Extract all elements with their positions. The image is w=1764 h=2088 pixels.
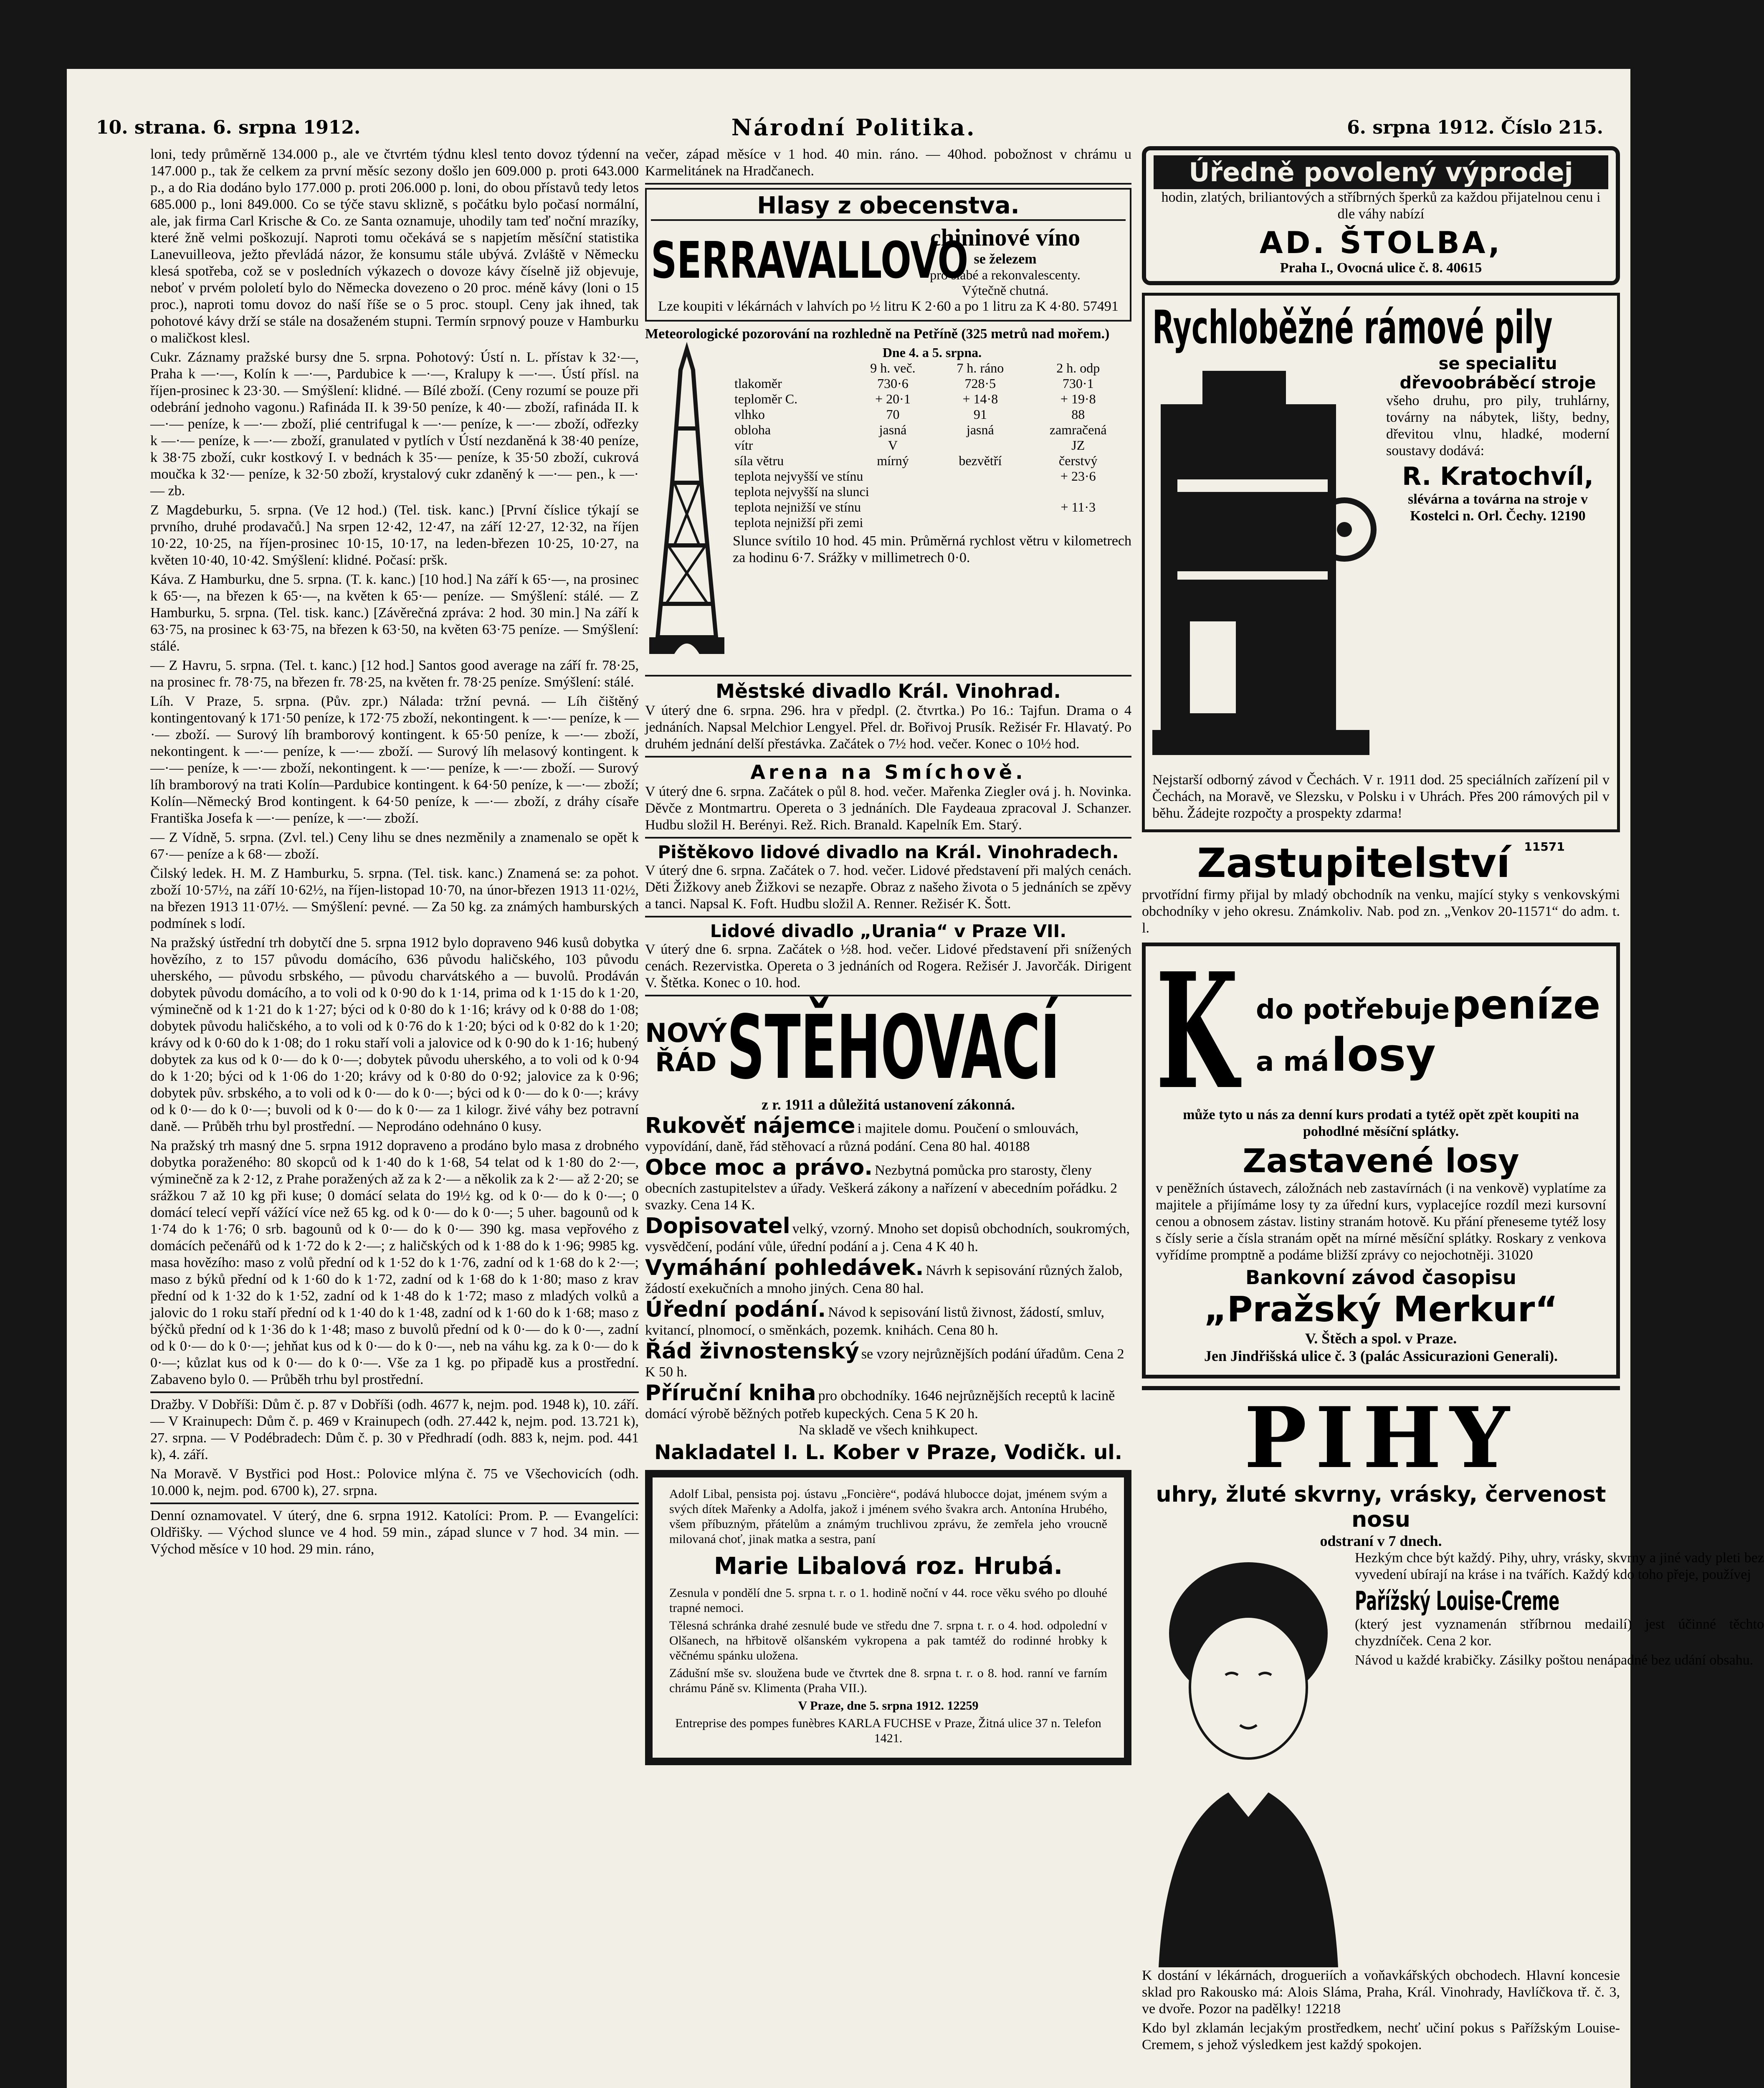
serravallo-tag2: se železem [974, 251, 1037, 267]
meteo-cell: + 19·8 [1060, 391, 1096, 406]
meteo-title: Meteorologické pozorování na rozhledně na Petříně (325 metrů nad mořem.) [645, 326, 1110, 342]
kober-item-text: Nezbytná pomůcka pro starosty, členy obecních zastupitelstev a úřady. Veškerá zákony a nařízení v abecedním pořádku. 2 svazky. Cena 14 K. [645, 1163, 1117, 1213]
kober-item [645, 1113, 1131, 1155]
divider [645, 916, 1131, 917]
urania-theatre-text: V úterý dne 6. srpna. Začátek o ½8. hod. večer. Lidové představení při snížených cenách. Rezervistka. Opereta o 3 jednáních od Rogera. Režisér J. Javorčák. Dirigent V. Štětka. Konec o 10. hod. [645, 942, 1131, 991]
serravallo-buy: Lze koupiti v lékárnách v lahvích po ½ litru K 2·60 a po 1 litru za K 4·80. 57491 [658, 299, 1119, 314]
meteo-row [733, 407, 1131, 422]
pihy-subtitle2: odstraní v 7 dnech. [1320, 1533, 1442, 1549]
kober-item [645, 1214, 1131, 1255]
obituary-place: V Praze, dne 5. srpna 1912. 12259 [798, 1699, 979, 1713]
obituary-funeral-service: Entreprise des pompes funèbres KARLA FUCHSE v Praze, Žitná ulice 37 n. Telefon 1421. [675, 1716, 1101, 1745]
meteo-temp-row [733, 484, 1131, 499]
stolba-jewelry-ad [1142, 146, 1620, 285]
sawmill-machine-illustration [1152, 354, 1386, 772]
obituary-text3: Zádušní mše sv. sloužena bude ve čtvrtek dne 8. srpna t. r. o 8. hod. ranní ve farním chrámu Páně sv. Klimenta (Praha VII.). [669, 1666, 1107, 1695]
masthead-title: Národní Politika. [731, 114, 976, 141]
kratochvil-products: všeho druhu, pro pily, truhlárny, továrny na nábytek, lišty, bedny, dřevitou vlnu, hladké, moderní soustavy dodává: [1386, 393, 1610, 459]
cattle-market-report: Na pražský ústřední trh dobytčí dne 5. srpna 1912 bylo dopraveno 946 kusů dobytka hovězího, z to 157 původu domácího, 636 původu haličského, 103 původu uherského, — původu srbského, — původu charvátského a — buvolů. Prodáván dobytek původu domácího, a to voli od k 0·90 do k 1·14, prima od k 1·15 do k 1·20, výminečně od k 1·21 do k 1·27; býci od k 0·80 do k 1·16; krávy od k 0·88 do 1·08; dobytek původu haličského, a to voli od k 0·76 do k 1·20; býci od k 0·82 do k 1·20; krávy od k 0·60 do k 1·08; do 1 roku staří voli a jalovice od k 0·90 do k 1·16; hubený dobytek za kus od k 0·— do k 0·—; dobytek původu uherského, a to voli od k 0·94 do k 1·20; býci od k 1·06 do 1·20; krávy od k 0·80 do 0·92; jalovice za k 0·96; dobytek pův. srbského, a to voli od k 0·— do k 0·—; býci od k 0·— do k 0·—; krávy od k 0·— do k 0·—; buvoli od k 0·— do k 0·— za 1 kilogr. živé váhy bez potravní daně. — Průběh trhu byl prostřední. — Neprodáno odehnáno 0 kusy. [150, 935, 639, 1134]
meteo-cell: 88 [1071, 407, 1085, 422]
stolba-name: AD. ŠTOLBA, [1259, 225, 1503, 260]
meteo-cell: jasná [879, 422, 907, 437]
meteo-temp-value: + 11·3 [1060, 499, 1096, 514]
meteo-row [733, 391, 1131, 407]
merkur-text2: v peněžních ústavech, záložnách neb zastavírnách (i na venkově) vyplatíme za majitele a přijímáme losy ty za úřední kurs, vyplacejíce rozdíl mezi kursovní cenou a obnosem zástav. listiny stranám hotově. Ku přání přeneseme tytéž losy s čísly serie a čísla stranám opět na mírné měsíční splátky. Roskary z venkova vyřídíme promptně a podáme bližší zprávy co nejochotněji. 31020 [1156, 1181, 1606, 1263]
divider [150, 1503, 639, 1504]
meteo-table [733, 360, 1131, 530]
kober-big-title: STĚHOVACÍ [726, 996, 1060, 1099]
kober-item [645, 1155, 1131, 1214]
kratochvil-details: Nejstarší odborný závod v Čechách. V r. 1911 dod. 25 speciálních zařízení pil v Čechách, na Moravě, ve Slezsku, v Polsku i v Uhrách. Přes 200 rámových pil v běhu. Žádejte rozpočty a prospekty zdarma! [1152, 772, 1610, 821]
kober-left-title: NOVÝ ŘÁD [645, 1018, 727, 1077]
kober-item [645, 1255, 1131, 1297]
merkur-text1: může tyto u nás za denní kurs prodati a tytéž opět zpět koupiti na pohodlné měsíční splátky. [1183, 1107, 1579, 1139]
serravallo-name: SERRAVALLOVO [651, 232, 969, 290]
stolba-title: Úředně povolený výprodej [1154, 155, 1608, 189]
header-left: 10. strana. 6. srpna 1912. [96, 117, 361, 138]
merkur-pawned-title: Zastavené losy [1243, 1143, 1519, 1180]
kober-item-text: Návrh k sepisování různých žalob, žádostí exekučních a mnoho jiných. Cena 80 hal. [645, 1263, 1123, 1296]
coffee-report: loni, tedy průměrně 134.000 p., ale ve čtvrtém týdnu klesl tento dovoz týdenní na 147.000 p., tak že celkem za první měsíc sezony došlo jen 609.000 p. proti 643.000 p., a do Ria dodáno bylo 177.000 p. proti 206.000 p. loni, do obou přístavů tedy letos 685.000 p., loni 849.000. Co se týče stavu sklizně, s počátku bylo počasí normální, ale, jak firma Carl Krische & Co. ze Santa oznamuje, uhodily tam teď noční mrazíky, které žně velmi poškozují. Naproti tomu očekává se s napjetím měsíční statistika Lanevuilleova, ježto převládá názor, že konsumu stále ubývá. Zvláště v Německu klesá spotřeba, což se v posledních výkazech o dovoze kávy číselně již objevuje, neboť v prvém pololetí bylo do Německa dovezeno o 20 proc. méně kávy (loni o 15 proc.), naproti tomu dovoz do naší říše se o 5 proc. stoupl. Ceny jak ihned, tak pohotové kávy drží se stále na dosaženém stupni. Termín srpnový pouze v Hamburku o maličkost klesl. [150, 147, 639, 346]
pihy-text1: Hezkým chce být každý. Pihy, uhry, vrásky, skvrny a jiné vady pleti bez vyvedení ubírají na kráse i na tvářích. Každý kdo toho přeje, používej [1355, 1550, 1764, 1582]
vienna-spirit-report: — Z Vídně, 5. srpna. (Zvl. tel.) Ceny lihu se dnes nezměnily a znamenalo se opět k 67·— peníze a k 68·— zboží. [150, 830, 639, 862]
column-advertisements [1142, 146, 1764, 2056]
meteo-col: 9 h. več. [870, 360, 916, 375]
pihy-text3: Návod u každé krabičky. Zásilky poštou nenápadné bez udání obsahu. [1355, 1652, 1754, 1668]
pihy-text4: K dostání v lékárnách, drogueriích a voňavkářských obchodech. Hlavní koncesie sklad pro Rakousko má: Alois Sláma, Praha, Král. Vinohrady, Havlíčkova tř. č. 3, ve dvoře. Pozor na padělky! 12218 [1142, 1968, 1620, 2017]
daily-notices: Denní oznamovatel. V úterý, dne 6. srpna 1912. Katolíci: Prom. P. — Evangelíci: Oldřišky. — Východ slunce ve 4 hod. 59 min., západ slunce v 7 hod. 34 min. — Východ měsíce v 10 hod. 29 min. ráno, [150, 1508, 639, 1557]
pihy-text5: Kdo byl zklamán lecjakým prostředkem, nechť učiní pokus s Pařížským Louise-Cremem, s jehož výsledkem jest každý spokojen. [1142, 2020, 1620, 2053]
meteo-cell: 728·5 [964, 376, 996, 391]
merkur-line2: a má [1256, 1047, 1329, 1077]
merkur-address: Jen Jindřišská ulice č. 3 (palác Assicurazioni Generali). [1204, 1348, 1558, 1364]
woman-portrait-illustration [1142, 1550, 1355, 1967]
kober-item-title: Rukověť nájemce [645, 1113, 855, 1138]
obituary-notice [645, 1470, 1131, 1765]
representation-number: 11571 [1524, 840, 1565, 854]
kober-item-title: Příruční kniha [645, 1381, 816, 1406]
meteo-temp-label: teplota nejvyšší na slunci [734, 484, 869, 499]
pistek-theatre-title: Pištěkovo lidové divadlo na Král. Vinohradech. [658, 842, 1119, 862]
representation-title: Zastupitelství [1197, 840, 1510, 887]
meteo-temp-value [1025, 515, 1131, 530]
daily-notices-cont: večer, západ měsíce v 1 hod. 40 min. ráno. — 40hod. pobožnost v chrámu u Karmelitánek na Hradčanech. [645, 147, 1131, 179]
meteo-col: 7 h. ráno [957, 360, 1004, 375]
spirit-report: Líh. V Praze, 5. srpna. (Pův. zpr.) Nálada: tržní pevná. — Líh čištěný kontingentovaný k 171·50 peníze, k 172·75 zboží, nekontingent. k —·— peníze, k —·— zboží. — Surový líh bramborový kontingent. k 65·50 peníze, k —·— zboží, nekontingent. k —·— peníze, k —·— zboží. — Surový líh melasový kontingent. k —·— peníze, k —·— zboží, nekontingent. k —·— peníze, k —·— zboží. — Surový líh bramborový na trati Kolín—Pardubice kontingent. k 64·50 peníze, k —·— zboží; Kolín—Německý Brod kontingent. k 64·50 peníze, k —·— zboží, z dráhy císaře Františka Josefa k —·— peníze, k —·— zboží. [150, 694, 639, 826]
havre-report: — Z Havru, 5. srpna. (Tel. t. kanc.) [12 hod.] Santos good average na září fr. 78·25, na prosinec fr. 78·75, na březen fr. 78·25, na květen fr. 78·25 peníze. Smýšlení: stálé. [150, 658, 639, 690]
divider [645, 837, 1131, 839]
pihy-subtitle1: uhry, žluté skvrny, vrásky, červenost nosu [1156, 1482, 1606, 1532]
kober-item-title: Obce moc a právo. [645, 1155, 873, 1180]
saltpeter-report: Čilský ledek. H. M. Z Hamburku, 5. srpna. (Tel. tisk. kanc.) Znamená se: za pohot. zboží 10·57½, na září 10·62½, na říjen-listopad 10·70, na únor-březen 1913 11·02½, na březen 1913 11·07½. — Smýšlení: pevné. — Za 50 kg. za známých hamburských podmínek s lodí. [150, 866, 639, 931]
kratochvil-saws-ad [1142, 293, 1620, 832]
meteo-row [733, 422, 1131, 438]
divider [645, 675, 1131, 677]
stolba-subtitle: hodin, zlatých, briliantových a stříbrných šperků za každou přijatelnou cenu i dle váhy nabízí [1161, 190, 1601, 222]
magdeburg-report: Z Magdeburku, 5. srpna. (Ve 12 hod.) (Tel. tisk. kanc.) [První číslice týkají se prvního, druhé prodavačů.] Na srpen 12·42, 12·47, na září 12·27, 12·32, na říjen 10·22, 10·25, na říjen-prosinec 10·15, 10·17, na leden-březen 10·25, 10·27, na květen 10·40, 10·42. Smýšlení: klidné. Počasí: pršk. [150, 502, 639, 568]
kober-item-title: Dopisovatel [645, 1214, 790, 1239]
meteo-cell: zamračená [1049, 422, 1107, 437]
serravallo-tag4: Výtečně chutná. [962, 283, 1049, 298]
hlasy-title: Hlasy z obecenstva. [651, 192, 1126, 221]
meteo-temp-row [733, 469, 1131, 484]
merkur-bank: Bankovní závod časopisu [1245, 1266, 1516, 1289]
theatre-vinohrady-text: V úterý dne 6. srpna. 296. hra v předpl. (2. čtvrtka.) Po 16.: Tajfun. Drama o 4 jednáních. Napsal Melchior Lengyel. Přel. dr. Bořivoj Prusík. Režisér Fr. Hlavatý. Po druhém jednání delší přestávka. Začátek o 7½ hod. večer. Konec o 10½ hod. [645, 703, 1131, 752]
kober-subtitle: z r. 1911 a důležitá ustanovení zákonná. [762, 1096, 1015, 1113]
meteo-dates: Dne 4. a 5. srpna. [882, 345, 982, 360]
meteo-col: 2 h. odp [1056, 360, 1100, 375]
divider [150, 1391, 639, 1393]
urania-theatre-title: Lidové divadlo „Urania“ v Praze VII. [710, 921, 1067, 941]
meteo-temp-row [733, 515, 1131, 530]
meteo-row [733, 376, 1131, 391]
merkur-penize: peníze [1452, 981, 1601, 1028]
meteo-section [645, 326, 1131, 671]
meteo-cell: mírný [877, 453, 909, 468]
meteo-cell: JZ [1071, 438, 1085, 453]
meteo-cell: 70 [886, 407, 900, 422]
representation-text: prvotřídní firmy přijal by mladý obchodník na venku, mající styky s venkovskými obchodníky v jeho okresu. Známkoliv. Nab. pod zn. „Venkov 20-11571“ do adm. t. l. [1142, 887, 1620, 936]
auctions: Dražby. V Dobříši: Dům č. p. 87 v Dobříši (odh. 4677 k, nejm. pod. 1948 k), 10. září. — V Krainupech: Dům č. p. 469 v Krainupech (odh. 27.442 k, nejm. pod. 13.721 k), 27. srpna. — V Podébradech: Dům č. p. 30 v Předhradí (odh. 883 k, nejm. pod. 441 k), 4. září. [150, 1397, 639, 1462]
meteo-label: teploměr C. [734, 391, 798, 406]
meteo-footer: Slunce svítilo 10 hod. 45 min. Průměrná rychlost větru v kilometrech za hodinu 6·7. Srážky v millimetrech 0·0. [733, 533, 1131, 565]
meteo-label: tlakoměr [734, 376, 782, 391]
merkur-owner: V. Štěch a spol. v Praze. [1305, 1330, 1457, 1347]
kober-item [645, 1339, 1131, 1381]
merkur-line1: do potřebuje [1256, 994, 1450, 1025]
meteo-row [733, 438, 1131, 453]
meteo-cell: + 20·1 [875, 391, 911, 406]
meteo-cell: čerstvý [1059, 453, 1098, 468]
meteo-cell: bezvětří [959, 453, 1002, 468]
kratochvil-name: R. Kratochvíl, [1402, 462, 1594, 491]
pihy-text2: (který jest vyznamenán stříbrnou medailí) jest účinné těchto chyzdníček. Cena 2 kor. [1355, 1617, 1764, 1649]
merkur-initial: K [1156, 938, 1239, 1125]
meteo-temp-label: teplota nejnižší ve stínu [734, 499, 861, 514]
petrin-tower-illustration [645, 345, 733, 671]
auctions-moravia: Na Moravě. V Bystřici pod Host.: Polovice mlýna č. 75 ve Všechovicích (odh. 10.000 k, nejm. pod. 6700 k), 27. srpna. [150, 1466, 639, 1498]
meteo-cell: 730·1 [1062, 376, 1094, 391]
kratochvil-title: Rychloběžné rámové pily [1152, 301, 1553, 354]
arena-smichov-text: V úterý dne 6. srpna. Začátek o půl 8. hod. večer. Mařenka Ziegler ová j. h. Novinka. Děvče z Montmartru. Opereta o 3 jednáních. Dle Faydeaua zpracoval J. Schanzer. Hudbu složil H. Berényi. Rež. Rich. Branald. Kapelník Em. Starý. [645, 784, 1131, 833]
meteo-header-row [733, 360, 1131, 376]
kober-books-ad [645, 996, 1131, 1464]
meteo-label: obloha [734, 422, 771, 437]
sugar-report: Cukr. Záznamy pražské bursy dne 5. srpna. Pohotový: Ústí n. L. přístav k 32·—, Praha k —·—, Kolín k —·—, Pardubice k —·—, Kralupy k —·—. Ústí přísl. na říjen-prosinec k 23·30. — Smýšlení: klidné. — Bílé zboží. (Ceny rozumí se pouze při odebrání jednoho vagonu.) Rafináda II. k 39·50 peníze, k 40·— zboží, rafináda II. k —·— peníze, k —·— zboží, plié centrifugal k —·— peníze, k —·— zboží, odřezky k —·— peníze, k —·— zboží, granulated v pytlích v Ústí nezdaněná k 38·40 peníze, k 38·75 zboží, cukr kostkový I. v bednách k 35·— peníze, k 35·50 zboží, cukrová moučka k 32·— peníze, k 32·50 zboží, krystalový cukr zdaněný k —·— pen., k —·— zb. [150, 350, 639, 499]
meteo-temp-label: teplota nejnižší při zemi [734, 515, 863, 530]
divider [645, 183, 1131, 185]
obituary-name: Marie Libalová roz. Hrubá. [714, 1553, 1063, 1580]
page-header [96, 115, 1603, 140]
meteo-temp-value: + 23·6 [1060, 469, 1096, 484]
kratochvil-address: slévárna a továrna na stroje v Kostelci n. Orl. Čechy. 12190 [1408, 492, 1588, 524]
meteo-temp-row [733, 499, 1131, 515]
kober-item-text: Návod k sepisování listů živnost, žádostí, smluv, kvitancí, plnomocí, o směnkách, pozemk. knihách. Cena 80 h. [645, 1305, 1104, 1338]
serravallo-tag3: pro slabé a rekonvalescenty. [930, 267, 1081, 282]
column-middle [645, 146, 1131, 1765]
meteo-cell: 91 [973, 407, 987, 422]
representation-ad [1142, 840, 1620, 937]
kober-item-text: se vzory nejrůznějších podání úřadům. Cena 2 K 50 h. [645, 1346, 1124, 1380]
kober-item-title: Řád živnostenský [645, 1339, 859, 1364]
kober-item-text: velký, vzorný. Mnoho set dopisů obchodních, soukromých, vysvědčení, podání vůle, úřední podání a j. Cena 4 K 40 h. [645, 1221, 1130, 1254]
stolba-address: Praha I., Ovocná ulice č. 8. 40615 [1280, 260, 1482, 276]
merkur-name: „Pražský Merkur“ [1204, 1289, 1558, 1330]
merkur-bank-ad [1142, 938, 1620, 1378]
meteo-label: vlhko [734, 407, 765, 422]
kober-item-text: i majitele domu. Poučení o smlouvách, vypovídání, daně, řád stěhovací a různá podání. Cena 80 hal. 40188 [645, 1121, 1079, 1154]
kober-item [645, 1297, 1131, 1339]
meteo-label: vítr [734, 438, 753, 453]
meteo-cell: 730·6 [877, 376, 909, 391]
arena-smichov-title: Arena na Smíchově. [750, 761, 1026, 783]
obituary-intro: Adolf Libal, pensista poj. ústavu „Foncière“, podává hlubocce dojat, jménem svým a svých dítek Mařenky a Adolfa, jakož i jménem svého švakra arch. Antonína Hrubého, všem příbuzným, přátelům a známým truchlivou zprávu, že zemřela jeho vroucně milovaná choť, jinak matka a sestra, paní [669, 1487, 1107, 1546]
pihy-title: PIHY [1244, 1389, 1518, 1487]
louise-creme-ad [1142, 1386, 1764, 2053]
theatre-vinohrady-title: Městské divadlo Král. Vinohrad. [716, 680, 1061, 702]
obituary-text2: Tělesná schránka drahé zesnulé bude ve středu dne 7. srpna t. r. o 4. hod. odpolední v Olšanech, na hřbitově olšanském vykropena a pak tamtéž do rodinné hrobky k věčnému spánku uložena. [669, 1619, 1107, 1662]
kober-item-title: Vymáhání pohledávek. [645, 1255, 924, 1280]
kober-availability: Na skladě ve všech knihkupect. [798, 1422, 978, 1438]
pihy-product: Pařížský Louise-Creme [1355, 1586, 1560, 1616]
meteo-cell: + 14·8 [962, 391, 998, 406]
kober-item-text: pro obchodníky. 1646 nejrůznějších receptů k lacině domácí výrobě běžných potřeb kupeckých. Cena 5 K 20 h. [645, 1388, 1115, 1422]
meteo-temp-label: teplota nejvyšší ve stínu [734, 469, 863, 484]
divider [645, 756, 1131, 758]
obituary-text1: Zesnula v pondělí dne 5. srpna t. r. o 1. hodině noční v 44. roce věku svého po dlouhé trapné nemoci. [669, 1586, 1107, 1615]
meteo-temp-value [1025, 484, 1131, 499]
pistek-theatre-text: V úterý dne 6. srpna. Začátek o 7. hod. večer. Lidové představení při malých cenách. Děti Žižkovy aneb Žižkovi se nezapře. Obraz z našeho života o 5 jednáních se zpěvy a tanci. Napsal K. Foft. Hudbu složil A. Renner. Režisér K. Šott. [645, 863, 1131, 912]
meteo-cell: V [888, 438, 898, 453]
meteo-label: síla větru [734, 453, 784, 468]
header-right: 6. srpna 1912. Číslo 215. [1347, 117, 1603, 138]
meteo-row [733, 453, 1131, 469]
meteo-cell: jasná [966, 422, 994, 437]
kratochvil-speciality: se specialitu dřevoobráběcí stroje [1400, 354, 1596, 393]
merkur-losy: losy [1331, 1028, 1436, 1082]
serravallo-ad [645, 188, 1131, 322]
column-market-reports [150, 146, 639, 1560]
hamburg-coffee-report: Káva. Z Hamburku, dne 5. srpna. (T. k. kanc.) [10 hod.] Na září k 65·—, na prosinec k 65·—, na březen k 65·—, na květen k 65·— peníze. — Smýšlení: stálé. — Z Hamburku, 5. srpna. (Tel. tisk. kanc.) [Závěrečná zpráva: 2 hod. 30 min.] Na září k 63·75, na prosinec k 63·75, na březen k 63·50, na květen 63·75 peníze. — Smýšlení: stálé. [150, 572, 639, 654]
serravallo-tag1: chininové víno [930, 224, 1081, 251]
kober-item [645, 1381, 1131, 1422]
meat-market-report: Na pražský trh masný dne 5. srpna 1912 dopraveno a prodáno bylo masa z drobného dobytka poraženého: 80 skopců od k 1·40 do k 1·68, 54 telat od k 1·80 do 2·—, výminečně za k 2·12, z Prahe poražených až za k 2·— a několik za k 2·— až 2·20; se srážkou 7 až 10 kg při kuse; 0 domácí selata do 19½ kg. od k 0·— do k 0·—; 0 domácí telecí vepří vážící více než 65 kg. od k 0·— do k 0·—; 5 uher. bagounů od k 1·74 do k 1·76; 0 srb. bagounů od k 0·— do k 0·— 390 kg. masa vepřového z domácích pečenářů od k 1·72 do k 2·—; z haličských od k 1·88 do k 1·96; 9985 kg. masa hovězího: maso z volů přední od k 1·52 do k 1·76, zadní od k 1·68 do k 2·—; maso z býků přední od k 1·60 do k 1·72, zadní od k 1·68 do k 1·80; maso z krav přední od k 1·32 do k 1·52, zadní od k 1·48 do k 1·72; maso z mladých volků a jalovic do 1 roku staří přední od k 1·40 do k 1·48, zadní od k 1·60 do k 1·68; maso z býčků přední od k 1·36 do k 1·48; maso z buvolů přední od k 0·— do k 0·—, zadní od k 0·— do k 0·—; jehňat kus od k 0·— do k 0·—, neb na váhu kg. za k 0·— do k 0·—; kůzlat kus od k 0·— do k 0·—. Vše za 1 kg. po připadě kus a prostřední. Zabaveno bylo 0. — Průběh trhu byl prostřední. [150, 1138, 639, 1387]
kober-publisher: Nakladatel I. L. Kober v Praze, Vodičk. ul. [654, 1441, 1122, 1464]
meteo-cell [936, 438, 1025, 453]
kober-item-title: Úřední podání. [645, 1297, 826, 1322]
